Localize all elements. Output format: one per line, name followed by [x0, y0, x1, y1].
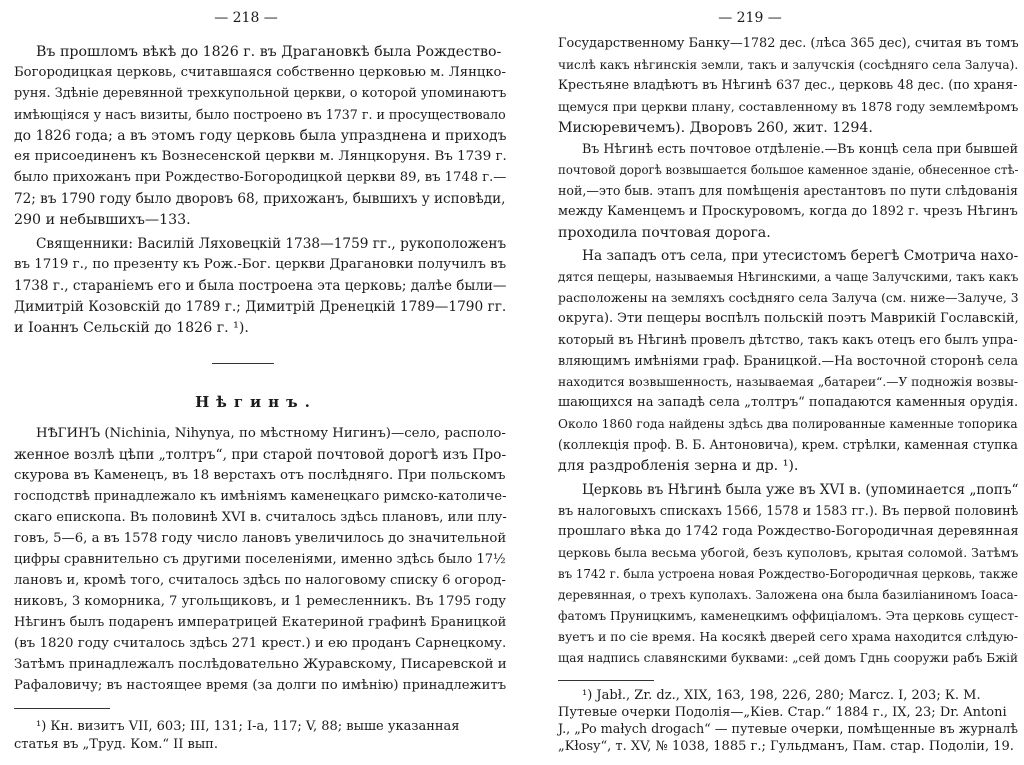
text-line: имѣющіяся у насъ визиты, было построено въ 1737 г. и просуществовало — [14, 107, 506, 122]
text-line: до 1826 года; а въ этомъ году церковь была упразднена и приходъ — [14, 128, 507, 144]
right-page — [512, 0, 1024, 765]
text-line: шающихся на западѣ села „толтръ“ попадаются каменныя орудія. — [558, 395, 1019, 410]
text-line: (коллекція проф. В. Б. Антоновича), крем. стрѣлки, каменная ступка — [558, 437, 1018, 452]
text-line: лановъ и, кромѣ того, считалось здѣсь по налоговому списку 6 огород- — [14, 573, 506, 588]
text-line: Крестьяне владѣютъ въ Нѣгинѣ 637 дес., церковь 48 дес. (по храня- — [558, 78, 1018, 93]
text-line: фатомъ Пруницкимъ, каменецкимъ оффиціаломъ. Эта церковь сущест- — [558, 609, 1019, 623]
footnote-line: ¹) Кн. визитъ VII, 603; III, 131; I-a, 117; V, 88; выше указанная — [36, 719, 460, 734]
text-line: дятся пещеры, называемыя Нѣгинскими, а чаще Залучскими, такъ какъ — [558, 270, 1019, 284]
text-line: Около 1860 года найдены здѣсь два полированные каменные топорика — [558, 417, 1018, 431]
text-line: который въ Нѣгинѣ провелъ дѣтство, такъ какъ отецъ его былъ упра- — [558, 332, 1018, 347]
text-line: почтовой дорогѣ возвышается большое каменное зданіе, обнесенное стѣ- — [558, 163, 1019, 177]
text-line: проходила почтовая дорога. — [558, 225, 771, 241]
text-line: деревянная, о трехъ куполахъ. Заложена она была базиліаниномъ Іоаса- — [558, 588, 1018, 602]
text-line: женное возлѣ цѣпи „толтръ“, при старой почтовой дорогѣ изъ Про- — [14, 447, 507, 463]
text-line: На западъ отъ села, при утесистомъ берегѣ Смотрича нахо- — [582, 248, 1019, 264]
text-line: скаго епископа. Въ половинѣ XVI в. считалось здѣсь плановъ, или плу- — [14, 510, 507, 525]
text-line: вляющимъ имѣніями граф. Браницкой.—На восточной сторонѣ села — [558, 353, 1018, 368]
text-line: руня. Здѣніе деревянной трехкупольной церкви, о которой упоминаютъ — [14, 86, 507, 101]
text-line: и Іоаннъ Сельскій до 1826 г. ¹). — [14, 320, 249, 336]
text-line: было прихожанъ при Рождество-Богородицкой церкви 89, въ 1748 г.— — [14, 170, 507, 185]
text-line: церковь была весьма убогой, безъ куполовъ, крытая соломой. Затѣмъ — [558, 545, 1019, 560]
text-line: въ 1742 г. была устроена новая Рождество-Богородичная церковь, также — [558, 567, 1018, 581]
text-line: Мисюревичемъ). Дворовъ 260, жит. 1294. — [558, 120, 873, 136]
text-line: расположены на земляхъ сосѣдняго села Залуча (см. ниже—Залуче, 3 — [558, 291, 1019, 305]
footnote-line: ¹) Jabł., Zr. dz., XIX, 163, 198, 226, 280; Marcz. I, 203; К. М. — [582, 688, 981, 703]
text-line: щая надпись славянскими буквами: „сей домъ Гднь сооружи рабъ Бжій — [558, 651, 1019, 665]
page-number: — 219 — — [718, 10, 782, 26]
footnote-line: J., „Po małych drogach“ — путевые очерки, помѣщенные въ журналѣ — [558, 722, 1018, 737]
footnote-line: статья въ „Труд. Ком.“ II вып. — [14, 737, 218, 752]
footnote-line: Путевые очерки Подолія—„Кiев. Стар.“ 1884 г., IX, 23; Dr. Antoni — [558, 705, 1007, 720]
text-line: Затѣмъ принадлежалъ послѣдовательно Журавскому, Писаревской и — [14, 657, 507, 672]
text-line: между Каменцемъ и Проскуровомъ, когда до 1892 г. чрезъ Нѣгинъ — [558, 204, 1018, 219]
text-line: Церковь въ Нѣгинѣ была уже въ XVI в. (упоминается „попъ“ — [582, 482, 1019, 498]
section-title: Нѣгинъ. — [195, 393, 317, 411]
page-number: — 218 — — [214, 10, 278, 26]
text-line: скурова въ Каменецъ, въ 18 верстахъ отъ послѣдняго. При польскомъ — [14, 468, 506, 483]
text-line: говъ, 5—6, а въ 1578 году число лановъ увеличилось до значительной — [14, 531, 507, 546]
text-line: Рафаловичу; въ настоящее время (за долги по имѣнію) принадлежитъ — [14, 678, 507, 693]
text-line: въ 1719 г., по презенту къ Рож.-Бог. церкви Драгановки получилъ въ — [14, 257, 507, 272]
text-line: никовъ, 3 коморника, 7 угольщиковъ, и 1 ремесленникъ. Въ 1795 году — [14, 594, 507, 609]
text-line: округа). Эти пещеры воспѣлъ польскій поэтъ Маврикій Гославскій, — [558, 311, 1019, 326]
text-line: числѣ какъ нѣгинскія земли, такъ и залучскія (сосѣдняго села Залуча). — [558, 58, 1019, 72]
text-line: находится возвышенность, называемая „батареи“.—У подножія возвы- — [558, 375, 1019, 389]
text-line: Нѣгинъ былъ подаренъ императрицей Екатериной графинѣ Браницкой — [14, 615, 507, 630]
text-line: Государственному Банку—1782 дес. (лѣса 365 дес), считая въ томъ — [558, 36, 1019, 51]
footnote-rule — [558, 680, 654, 681]
text-line: Димитрій Козовскій до 1789 г.; Димитрій Дренецкій 1789—1790 гг. — [14, 299, 507, 315]
text-line: 72; въ 1790 году было дворовъ 68, прихожанъ, бывшихъ у исповѣди, — [14, 191, 506, 207]
text-line: НѢГИНЪ (Nichinia, Nihynya, по мѣстному Нигинъ)—село, располо- — [36, 426, 506, 441]
text-line: цифры сравнительно съ другими поселеніями, именно здѣсь было 17½ — [14, 552, 506, 567]
footnote-rule — [14, 708, 110, 709]
text-line: ной,—это быв. этапъ для помѣщенія арестантовъ по пути слѣдованія — [558, 183, 1018, 198]
text-line: (въ 1820 году считалось здѣсь 271 крест.) и ею проданъ Сарнецкому. — [14, 636, 507, 651]
text-line: Священники: Василій Ляховецкій 1738—1759 гг., рукоположенъ — [36, 236, 507, 252]
text-line: для раздробленія зерна и др. ¹). — [558, 458, 799, 474]
divider — [212, 363, 274, 364]
text-line: господствѣ принадлежало къ имѣніямъ каменецкаго римско-католиче- — [14, 489, 507, 504]
text-line: вуетъ и по сіе время. На косякѣ дверей сего храма находится слѣдую- — [558, 630, 1018, 644]
text-line: щемуся при церкви плану, составленному въ 1878 году землемѣромъ — [558, 99, 1019, 114]
text-line: Богородицкая церковь, считавшаяся собственно церковью м. Лянцко- — [14, 65, 506, 80]
text-line: 290 и небывшихъ—133. — [14, 212, 191, 228]
text-line: въ налоговыхъ спискахъ 1566, 1578 и 1583 гг.). Въ первой половинѣ — [558, 503, 1019, 518]
footnote-line: „Kłosy“, т. XV, № 1038, 1885 г.; Гульдманъ, Пам. стар. Подоліи, 19. — [558, 739, 1014, 754]
text-line: прошлаго вѣка до 1742 года Рождество-Богородичная деревянная — [558, 524, 1019, 539]
text-line: Въ прошломъ вѣкѣ до 1826 г. въ Драгановкѣ была Рождество- — [36, 44, 502, 60]
text-line: 1738 г., стараніемъ его и была построена эта церковь; далѣе были— — [14, 278, 507, 294]
text-line: Въ Нѣгинѣ есть почтовое отдѣленіе.—Въ концѣ села при бывшей — [582, 141, 1019, 156]
text-line: ея присоединенъ къ Вознесенской церкви м. Лянцкоруня. Въ 1739 г. — [14, 149, 507, 164]
